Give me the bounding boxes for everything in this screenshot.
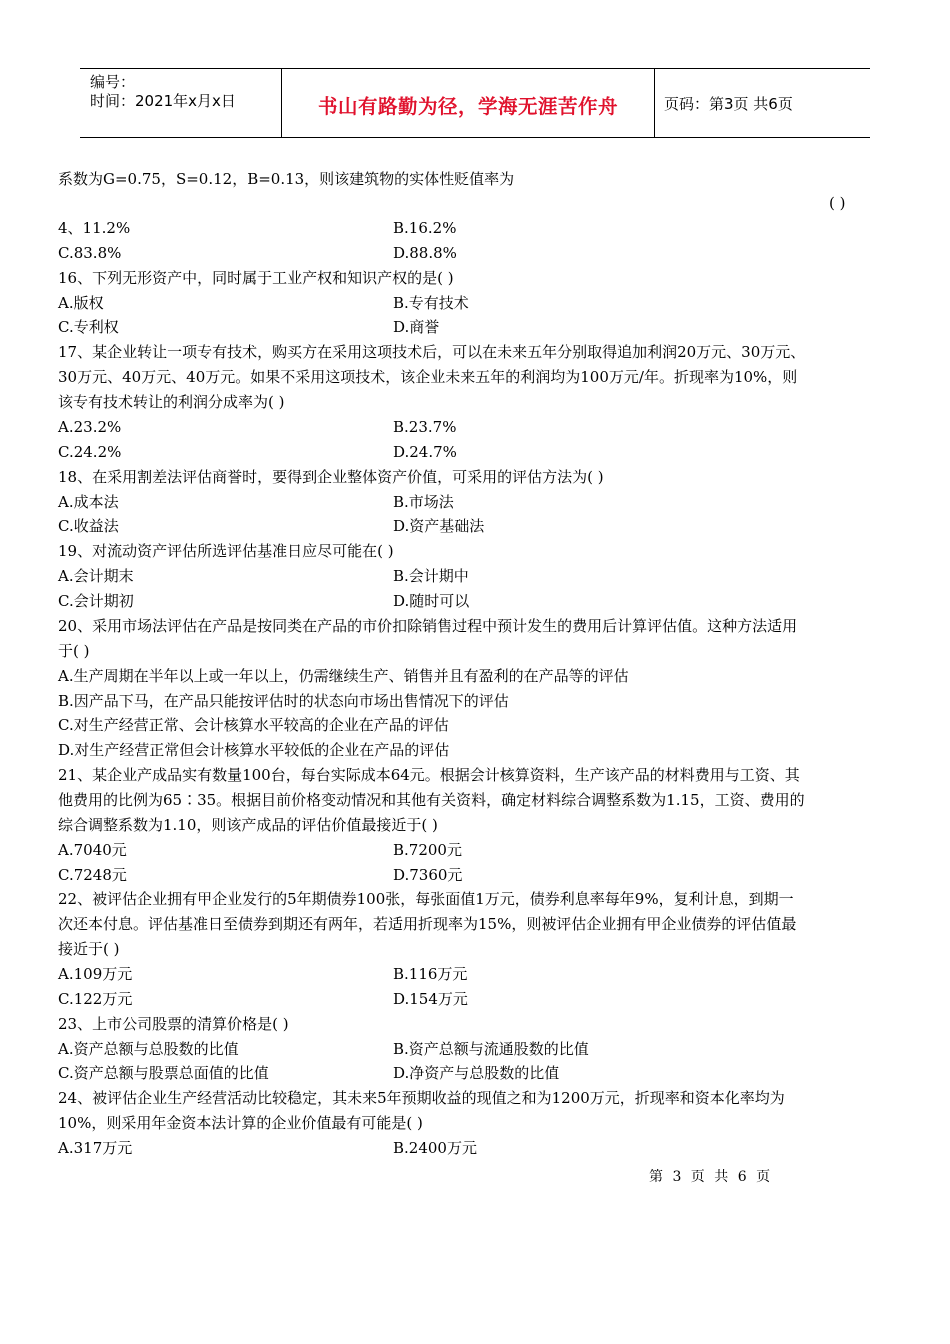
question-24: 24、被评估企业生产经营活动比较稳定，其未来5年预期收益的现值之和为1200万元，折现率和资本化率均为 [58,1089,785,1107]
question-23: 23、上市公司股票的清算价格是( ) [58,1015,289,1033]
question-24-cont: 10%，则采用年金资本法计算的企业价值最有可能是( ) [58,1114,423,1132]
page-info: 页码：第3页 共6页 [664,95,793,113]
option-b: B.市场法 [393,493,454,511]
question-20-cont: 于( ) [58,642,90,660]
header-motto-cell [282,69,655,137]
option-c: C.122万元 [58,990,133,1008]
option-a: A.会计期末 [58,567,134,585]
option-d: D.154万元 [393,990,468,1008]
header-page-cell [655,69,870,137]
option-b: B.资产总额与流通股数的比值 [393,1040,589,1058]
question-17-cont: 该专有技术转让的利润分成率为( ) [58,393,285,411]
option-c: C.83.8% [58,244,122,262]
document-header [80,68,870,138]
option-c: C.专利权 [58,318,119,336]
option-c: C.7248元 [58,866,127,884]
option-d: D.随时可以 [393,592,470,610]
option-b: B.专有技术 [393,294,469,312]
option-d: D.净资产与总股数的比值 [393,1064,560,1082]
option-a: A.生产周期在半年以上或一年以上，仍需继续生产、销售并且有盈利的在产品等的评估 [58,667,629,685]
option-a: A.版权 [58,294,104,312]
option-a: A.23.2% [58,418,122,436]
option-a: A.资产总额与总股数的比值 [58,1040,239,1058]
option-b: B.116万元 [393,965,468,983]
motto: 书山有路勤为径，学海无涯苦作舟 [317,95,618,118]
option-a: 4、11.2% [58,219,131,237]
option-a: A.109万元 [58,965,133,983]
question-18: 18、在采用割差法评估商誉时，要得到企业整体资产价值，可采用的评估方法为( ) [58,468,604,486]
question-22-cont: 次还本付息。评估基准日至债券到期还有两年，若适用折现率为15%，则被评估企业拥有甲企业债券的评估值最 [58,915,797,933]
option-a: A.317万元 [58,1139,133,1157]
option-d: D.对生产经营正常但会计核算水平较低的企业在产品的评估 [58,741,450,759]
page-footer: 第 3 页 共 6 页 [649,1169,771,1185]
option-b: B.因产品下马，在产品只能按评估时的状态向市场出售情况下的评估 [58,692,509,710]
option-c: C.24.2% [58,443,122,461]
time-label: 时间：2021年x月x日 [90,92,236,110]
option-c: C.对生产经营正常、会计核算水平较高的企业在产品的评估 [58,716,449,734]
question-20: 20、采用市场法评估在产品是按同类在产品的市价扣除销售过程中预计发生的费用后计算评估值。这种方法适用 [58,617,798,635]
option-b: B.7200元 [393,841,462,859]
question-17: 17、某企业转让一项专有技术，购买方在采用这项技术后，可以在未来五年分别取得追加利润20万元、30万元、 [58,343,806,361]
option-d: D.资产基础法 [393,517,485,535]
header-meta-cell [80,69,282,137]
question-17-cont: 30万元、40万元、40万元。如果不采用这项技术，该企业未来五年的利润均为100万元/年。折现率为10%，则 [58,368,798,386]
question-19: 19、对流动资产评估所选评估基准日应尽可能在( ) [58,542,394,560]
option-b: B.会计期中 [393,567,469,585]
option-c: C.会计期初 [58,592,134,610]
option-d: D.88.8% [393,244,457,262]
question-22-cont: 接近于( ) [58,940,120,958]
question-21: 21、某企业产成品实有数量100台，每台实际成本64元。根据会计核算资料，生产该产品的材料费用与工资、其 [58,766,800,784]
option-d: D.7360元 [393,866,463,884]
option-c: C.收益法 [58,517,119,535]
question-22: 22、被评估企业拥有甲企业发行的5年期债券100张，每张面值1万元，债券利息率每年9%，复利计息，到期一 [58,890,794,908]
number-label: 编号： [90,73,136,91]
question-16: 16、下列无形资产中，同时属于工业产权和知识产权的是( ) [58,269,454,287]
option-a: A.成本法 [58,493,119,511]
option-c: C.资产总额与股票总面值的比值 [58,1064,269,1082]
option-b: B.23.7% [393,418,457,436]
question-21-cont: 他费用的比例为65∶35。根据目前价格变动情况和其他有关资料，确定材料综合调整系数为1.15，工资、费用的 [58,791,805,809]
option-a: A.7040元 [58,841,127,859]
option-b: B.16.2% [393,219,457,237]
question-21-cont: 综合调整系数为1.10，则该产成品的评估价值最接近于( ) [58,816,438,834]
text-line: 系数为G=0.75，S=0.12，B=0.13，则该建筑物的实体性贬值率为 [58,170,515,188]
option-d: D.24.7% [393,443,457,461]
answer-bracket: ( ) [829,194,846,212]
option-d: D.商誉 [393,318,440,336]
option-b: B.2400万元 [393,1139,477,1157]
